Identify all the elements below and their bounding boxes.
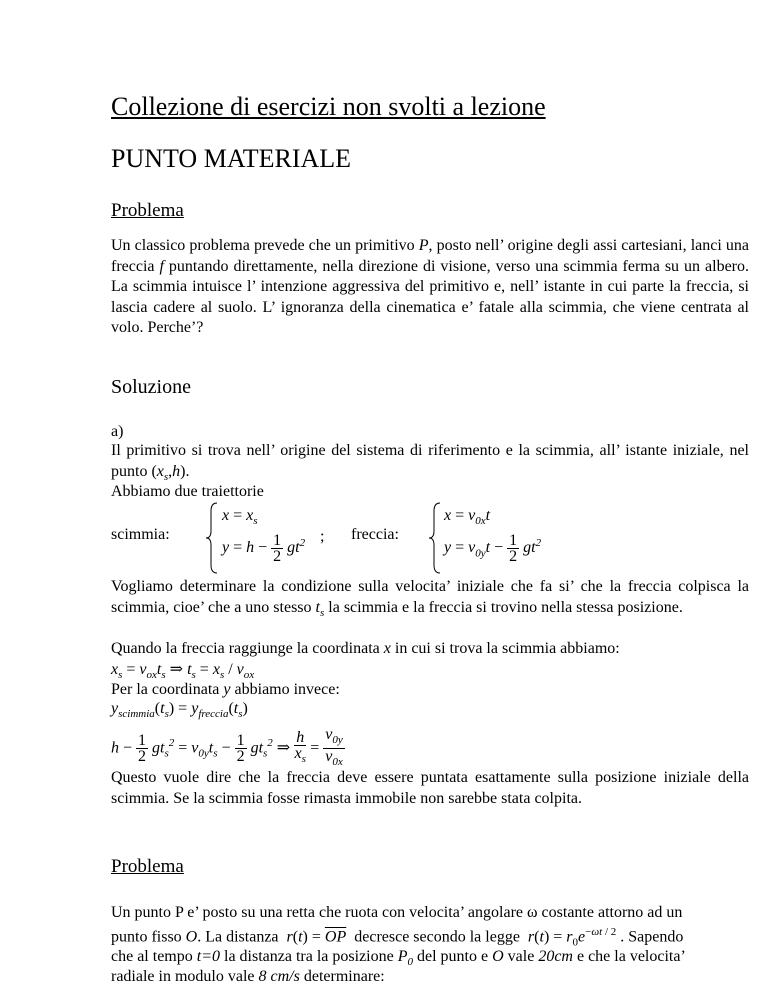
problem-2-line1: Un punto P e’ posto su una retta che ruota con velocita’ angolare ω costante attorno ad un bbox=[111, 904, 683, 921]
freccia-y-eq: $y = v_{0y}t$ − $\frac{1}{2}$ $gt^2$ bbox=[444, 532, 542, 565]
solution-intro: Il primitivo si trova nell’ origine del sistema di riferimento e la scimmia, all’ istante iniziale, nel punto $(x_s,h)$. bbox=[111, 442, 749, 483]
trajectories-label: Abbiamo due traiettorie bbox=[111, 483, 264, 500]
scimmia-x-eq: $x = x_s$ bbox=[222, 507, 258, 528]
condition-paragraph: Vogliamo determinare la condizione sulla velocita’ iniziale che fa si’ che la freccia colpisca la scimmia, cioe’ che a uno stesso $t_s$ la scimmia e la freccia si trovino nella stessa posizione. bbox=[111, 578, 749, 619]
x-equation: $x_s = v_{ox}t_s$ ⇒ $t_s = x_s / v_{ox}$ bbox=[111, 661, 255, 682]
scimmia-label: scimmia: bbox=[111, 526, 170, 543]
problem-2-line4: radiale in modulo vale 8 cm/s determinare: bbox=[111, 968, 385, 985]
problem-heading-1: Problema bbox=[111, 200, 184, 221]
freccia-x-eq: $x = v_{0x}t$ bbox=[444, 507, 491, 528]
x-paragraph: Quando la freccia raggiunge la coordinata x in cui si trova la scimmia abbiamo: bbox=[111, 640, 620, 657]
part-label-a: a) bbox=[111, 423, 124, 440]
solution-heading: Soluzione bbox=[111, 376, 191, 398]
document-title: Collezione di esercizi non svolti a lezione bbox=[111, 92, 546, 121]
problem-2-line2: punto fisso O. La distanza $r(t) = \overline{OP}$ decresce secondo la legge $r(t) = r_0e^{-\omega t / 2}$ . Sapendo bbox=[111, 926, 684, 949]
separator-semicolon: ; bbox=[320, 528, 325, 545]
y-equality: $y_{scimmia}(t_s) = y_{freccia}(t_s)$ bbox=[111, 700, 248, 721]
problem-heading-2: Problema bbox=[111, 856, 184, 877]
scimmia-y-eq: y = h − $\frac{1}{2}$ $gt^2$ bbox=[222, 532, 306, 565]
problem-2-line3: che al tempo t=0 la distanza tra la posizione $P_0$ del punto e O vale 20cm e che la velocita’ bbox=[111, 948, 686, 969]
freccia-label: freccia: bbox=[351, 526, 399, 543]
conclusion-paragraph: Questo vuole dire che la freccia deve essere puntata esattamente sulla posizione iniziale della scimmia. Se la scimmia fosse rimasta immobile non sarebbe stata colpita. bbox=[111, 769, 749, 807]
section-title: PUNTO MATERIALE bbox=[111, 144, 352, 173]
y-paragraph: Per la coordinata y abbiamo invece: bbox=[111, 681, 340, 698]
final-equation: h − $\frac{1}{2}$ $gt_s^2 = v_{0y}t_s$ − $\frac{1}{2}$ $gt_s^2$ ⇒ $\frac{h}{x_s}$ = $\frac{v_{0y}}{v_{0x}}$ bbox=[111, 726, 343, 769]
left-brace-freccia bbox=[428, 501, 442, 575]
left-brace-scimmia bbox=[205, 501, 219, 575]
problem-1-text: Un classico problema prevede che un primitivo P, posto nell’ origine degli assi cartesiani, lanci una freccia f puntando direttamente, nella direzione di visione, verso una scimmia ferma su un albero. La scimmia intuisce l’ intenzione aggressiva del primitivo e, nell’ istante in cui parte la freccia, si lascia cadere al suolo. L’ ignoranza della cinematica e’ fatale alla scimmia, che viene centrata al volo. Perche’? bbox=[111, 237, 750, 336]
